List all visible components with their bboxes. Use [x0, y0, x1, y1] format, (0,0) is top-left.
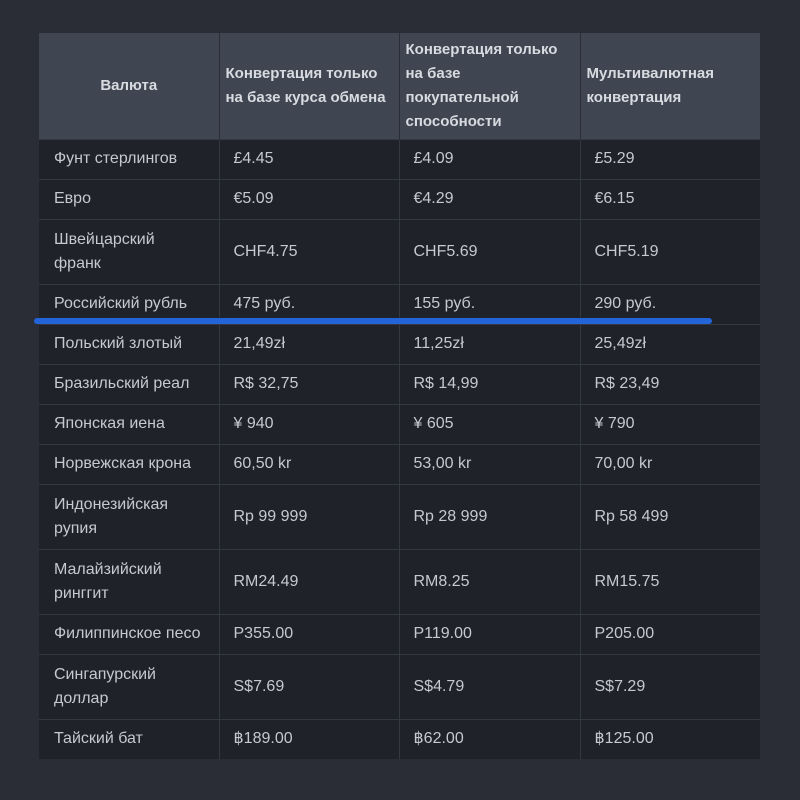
exchange-rate-price: Rp 99 999	[219, 484, 399, 549]
currency-name: Индонезийская рупия	[39, 484, 219, 549]
currency-conversion-table	[39, 33, 760, 759]
header-multicurrency-conversion: Мультивалютная конвертация	[580, 33, 760, 139]
currency-name: Российский рубль	[39, 284, 219, 324]
multicurrency-price: ¥ 790	[580, 404, 760, 444]
currency-name: Швейцарский франк	[39, 219, 219, 284]
currency-name: Польский злотый	[39, 324, 219, 364]
multicurrency-price: €6.15	[580, 179, 760, 219]
purchasing-power-price: P119.00	[399, 614, 580, 654]
table-row	[39, 484, 760, 549]
table-row	[39, 404, 760, 444]
header-exchange-rate-conversion: Конвертация только на базе курса обмена	[219, 33, 399, 139]
header-currency: Валюта	[39, 33, 219, 139]
exchange-rate-price: 21,49zł	[219, 324, 399, 364]
purchasing-power-price: ฿62.00	[399, 719, 580, 759]
table-row	[39, 549, 760, 614]
purchasing-power-price: 53,00 kr	[399, 444, 580, 484]
currency-name: Бразильский реал	[39, 364, 219, 404]
table-row	[39, 654, 760, 719]
exchange-rate-price: P355.00	[219, 614, 399, 654]
purchasing-power-price: RM8.25	[399, 549, 580, 614]
purchasing-power-price: 155 руб.	[399, 284, 580, 324]
multicurrency-price: S$7.29	[580, 654, 760, 719]
exchange-rate-price: ฿189.00	[219, 719, 399, 759]
exchange-rate-price: CHF4.75	[219, 219, 399, 284]
currency-name: Норвежская крона	[39, 444, 219, 484]
multicurrency-price: CHF5.19	[580, 219, 760, 284]
purchasing-power-price: €4.29	[399, 179, 580, 219]
table-row	[39, 444, 760, 484]
currency-name: Филиппинское песо	[39, 614, 219, 654]
multicurrency-price: 25,49zł	[580, 324, 760, 364]
multicurrency-price: R$ 23,49	[580, 364, 760, 404]
table-row	[39, 219, 760, 284]
multicurrency-price: P205.00	[580, 614, 760, 654]
multicurrency-price: Rp 58 499	[580, 484, 760, 549]
currency-name: Малайзийский ринггит	[39, 549, 219, 614]
table-row	[39, 139, 760, 179]
purchasing-power-price: ¥ 605	[399, 404, 580, 444]
table-row	[39, 614, 760, 654]
currency-table-container	[39, 33, 760, 759]
multicurrency-price: ฿125.00	[580, 719, 760, 759]
table-header-row	[39, 33, 760, 139]
currency-name: Евро	[39, 179, 219, 219]
multicurrency-price: £5.29	[580, 139, 760, 179]
purchasing-power-price: £4.09	[399, 139, 580, 179]
exchange-rate-price: 60,50 kr	[219, 444, 399, 484]
exchange-rate-price: S$7.69	[219, 654, 399, 719]
purchasing-power-price: R$ 14,99	[399, 364, 580, 404]
exchange-rate-price: €5.09	[219, 179, 399, 219]
table-row	[39, 719, 760, 759]
exchange-rate-price: RM24.49	[219, 549, 399, 614]
exchange-rate-price: £4.45	[219, 139, 399, 179]
purchasing-power-price: S$4.79	[399, 654, 580, 719]
exchange-rate-price: 475 руб.	[219, 284, 399, 324]
multicurrency-price: 70,00 kr	[580, 444, 760, 484]
purchasing-power-price: 11,25zł	[399, 324, 580, 364]
purchasing-power-price: Rp 28 999	[399, 484, 580, 549]
currency-name: Японская иена	[39, 404, 219, 444]
header-purchasing-power-conversion: Конвертация только на базе покупательной способности	[399, 33, 580, 139]
table-row	[39, 364, 760, 404]
currency-name: Фунт стерлингов	[39, 139, 219, 179]
currency-name: Тайский бат	[39, 719, 219, 759]
currency-name: Сингапурский доллар	[39, 654, 219, 719]
highlight-underline	[34, 318, 712, 324]
exchange-rate-price: R$ 32,75	[219, 364, 399, 404]
table-row	[39, 324, 760, 364]
multicurrency-price: 290 руб.	[580, 284, 760, 324]
table-row	[39, 179, 760, 219]
multicurrency-price: RM15.75	[580, 549, 760, 614]
exchange-rate-price: ¥ 940	[219, 404, 399, 444]
purchasing-power-price: CHF5.69	[399, 219, 580, 284]
